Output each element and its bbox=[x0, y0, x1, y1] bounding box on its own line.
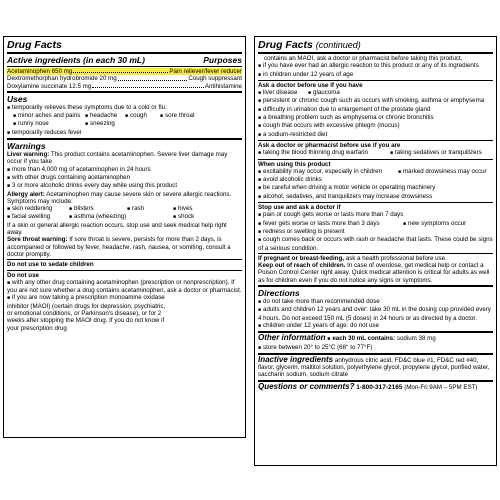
ask-doctor-header: Ask a doctor before use if you have bbox=[258, 81, 363, 89]
divider bbox=[7, 52, 242, 54]
liver-warning: Liver warning: This product contains acetaminophen. Severe liver damage may occur if you take bbox=[7, 151, 228, 166]
panel-title: Drug Facts (continued) bbox=[258, 39, 361, 51]
drug-facts-panel-right: Drug Facts (continued) contains an MAOI, ask a doctor or pharmacist before taking this product. ■ if you have ever had an allergic reaction to this product or any of its ingredients ■ in children under 12 years of age Ask a doctor before use if you have ■ liver disease ■ glaucoma ■ persistent or chronic cough such as occurs with smoking, asthma or emphysema ■ difficulty in urination due to enlargement of the prostate gland ■ a breathing problem such as emphysema or chronic bronchitis ■ cough that occurs with excessive phlegm (mucus) ■ a sodium-restricted diet Ask a doctor or pharmacist before use if you are ■ taking the blood thinning drug warfarin ■ taking sedatives or tranquilizers When using this product ■ excitability may occur, especially in children ■ marked drowsiness may occur ■ avoid alcoholic drinks ■ be careful when driving a motor vehicle or operating machinery ■ alcohol, sedatives, and tranquilizers may increase drowsiness Stop use and ask a doctor if ■ pain or cough gets worse or lasts more than 7 days ■ fever gets worse or lasts more than 3 days ■ new symptoms occur ■ redness or swelling is present ■ cough comes back or occurs with rash or headache that lasts. These could be signs of a serious condition. If pregnant or breast-feeding, ask a health professional before use. Keep out of reach of children. In case of overdose, get medical help or contact a Poison Control Center right away. Quick medical attention is critical for adults as well as for children even if you do not notice any signs or symptoms. Directions ■ do not take more than recommended dose ■ adults and children 12 years and over: take 30 mL in the dosing cup provided every 4 hours. Do not exceed 150 mL (5 doses) in 24 hours or as directed by a doctor. ■ children under 12 years of age: do not use Other information ■ each 30 mL contains: sodium 38 mg ■ store between 20° to 25°C (68° to 77°F) Inactive ingredients anhydrous citric acid, FD&C blue #1, FD&C red #40, flavor, glycerin, maltitol solution, polyethylene glycol, propylene glycol, purified water, saccharin sodium, sodium citrate Questions or comments? 1-800-317-2165 (Mon-Fri 9AM – 5PM EST) bbox=[254, 36, 497, 466]
uses-header: Uses bbox=[7, 93, 28, 104]
allergy-symptoms: ■ skin reddening ■ blisters ■ rash ■ hives ■ facial swelling ■ asthma (wheezing) ■ shock bbox=[7, 205, 242, 222]
when-using-header: When using this product bbox=[258, 160, 331, 168]
uses-fever: ■ temporarily reduces fever bbox=[7, 129, 242, 137]
directions-header: Directions bbox=[258, 288, 300, 299]
panel-title: Drug Facts bbox=[7, 39, 62, 51]
stop-use-header: Stop use and ask a doctor if bbox=[258, 204, 341, 212]
uses-intro: ■ temporarily relieves these symptoms due to a cold or flu: bbox=[7, 104, 242, 112]
other-information: Other information ■ each 30 mL contains: sodium 38 mg bbox=[258, 334, 493, 343]
warnings-header: Warnings bbox=[7, 141, 46, 152]
inactive-ingredients: Inactive ingredients anhydrous citric acid, FD&C blue #1, FD&C red #40, flavor, glycerin, maltitol solution, polyethylene glycol, propylene glycol, purified water, saccharin sodium, sodium citrate bbox=[258, 354, 490, 379]
ingredient-row: Acetaminophen 650 mg Pain reliever/fever reducer bbox=[7, 68, 242, 75]
allergy-alert: Allergy alert: Acetaminophen may cause severe skin or severe allergic reactions. Symptoms may include: bbox=[7, 190, 232, 205]
do-not-use-header: Do not use bbox=[7, 271, 39, 279]
active-ingredients-header: Active ingredients (in each 30 mL) Purposes bbox=[7, 55, 242, 65]
symptom-list: ■ minor aches and pains ■ headache ■ cough ■ sore throat ■ runny nose ■ sneezing bbox=[7, 112, 242, 129]
drug-facts-panel-left: Drug Facts Active ingredients (in each 30 mL) Purposes Acetaminophen 650 mg Pain reliever/fever reducer Dextromethorphan hydrobromide 20 mg Cough suppressant Doxylamine succinate 12.5 mg Antihistamine Uses ■ temporarily relieves these symptoms due to a cold or flu: ■ minor aches and pains ■ headache ■ cough ■ sore throat ■ runny nose ■ sneezing ■ temporarily reduces fever Warnings Liver warning: This product contains acetaminophen. Severe liver damage may occur if you take ■ more than 4,000 mg of acetaminophen in 24 hours ■ with other drugs containing acetaminophen ■ 3 or more alcoholic drinks every day while using this product Allergy alert: Acetaminophen may cause severe skin or severe allergic reactions. Symptoms may include: ■ skin reddening ■ blisters ■ rash ■ hives ■ facial swelling ■ asthma (wheezing) ■ shock If a skin or general allergic reaction occurs, stop use and seek medical help right away. Sore throat warning: If sore throat is severe, persists for more than 2 days, is accompanied or followed by fever, headache, rash, nausea, or vomiting, consult a doctor promptly. Do not use to sedate children Do not use ■ with any other drug containing acetaminophen (prescription or nonprescription). If you are not sure whether a drug contains acetaminophen, ask a doctor or pharmacist. ■ if you are now taking a prescription monoamine oxidase inhibitor (MAOI) (certain drugs for depression, psychiatric, or emotional conditions, or Parkinson's disease), or for 2 weeks after stopping the MAOI drug. If you do not know if your prescription drug bbox=[3, 36, 246, 438]
pregnancy-warning: If pregnant or breast-feeding, ask a health professional before use. bbox=[258, 254, 447, 262]
ask-pharmacist-header: Ask a doctor or pharmacist before use if you are bbox=[258, 141, 401, 149]
questions-line: Questions or comments? 1-800-317-2165 (Mon-Fri 9AM – 5PM EST) bbox=[258, 381, 478, 391]
ingredient-row: Dextromethorphan hydrobromide 20 mg Cough suppressant bbox=[7, 75, 242, 83]
keep-out-of-reach: Keep out of reach of children. In case of overdose, get medical help or contact a Poison Control Center right away. Quick medical attention is critical for adults as well as for children even if you do not notice any signs or symptoms. bbox=[258, 262, 490, 284]
sedate-warning: Do not use to sedate children bbox=[7, 261, 94, 269]
sore-throat-warning: Sore throat warning: If sore throat is severe, persists for more than 2 days, is accompanied or followed by fever, headache, rash, nausea, or vomiting, consult a doctor promptly. bbox=[7, 236, 231, 258]
ingredient-row: Doxylamine succinate 12.5 mg Antihistamine bbox=[7, 82, 242, 90]
